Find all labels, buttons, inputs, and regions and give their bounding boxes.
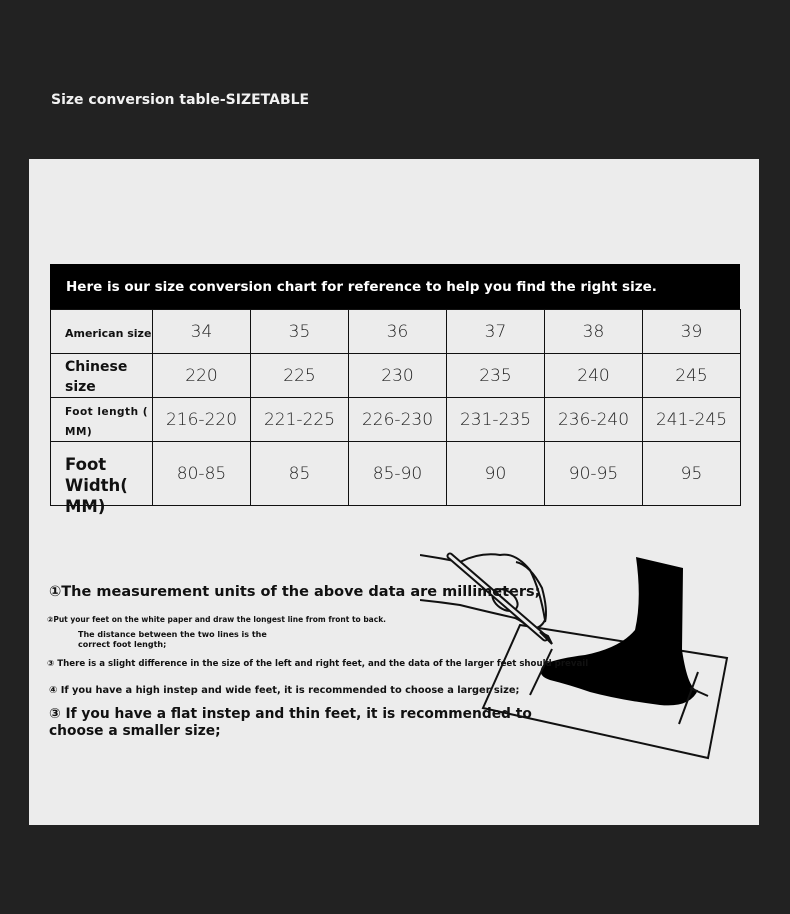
table-cell: 39 [643, 310, 741, 354]
table-cell: 90-95 [545, 442, 643, 506]
note-measurement-units: ①The measurement units of the above data are millimeters; [49, 584, 541, 600]
table-cell: 34 [153, 310, 251, 354]
table-row-american-size [51, 310, 741, 354]
note-foot-length-distance: The distance between the two lines is the correct foot length; [78, 630, 267, 649]
table-cell: 225 [251, 354, 349, 398]
note-flat-instep: ③ If you have a flat instep and thin feet, it is recommended to choose a smaller size; [49, 706, 532, 739]
row-label: Chinese size [51, 354, 153, 398]
row-label: American size [51, 310, 153, 354]
table-cell: 240 [545, 354, 643, 398]
table-cell: 216-220 [153, 398, 251, 442]
table-cell: 226-230 [349, 398, 447, 442]
note-high-instep: ④ If you have a high instep and wide feet, it is recommended to choose a larger size; [49, 685, 520, 696]
row-label: Foot Width( MM) [51, 442, 153, 506]
table-cell: 80-85 [153, 442, 251, 506]
table-row-foot-length [51, 398, 741, 442]
table-row-foot-width [51, 442, 741, 506]
table-banner: Here is our size conversion chart for reference to help you find the right size. [50, 264, 740, 309]
table-cell: 90 [447, 442, 545, 506]
table-cell: 36 [349, 310, 447, 354]
table-cell: 38 [545, 310, 643, 354]
table-cell: 220 [153, 354, 251, 398]
table-cell: 231-235 [447, 398, 545, 442]
note-left-right-difference: ③ There is a slight difference in the size of the left and right feet, and the data of the larger feet should prevail [47, 659, 589, 669]
table-cell: 95 [643, 442, 741, 506]
size-table [50, 309, 741, 516]
table-cell: 236-240 [545, 398, 643, 442]
table-row-chinese-size [51, 354, 741, 398]
table-cell: 235 [447, 354, 545, 398]
table-cell: 35 [251, 310, 349, 354]
table-cell: 85-90 [349, 442, 447, 506]
page-title: Size conversion table-SIZETABLE [51, 92, 310, 108]
table-cell: 37 [447, 310, 545, 354]
size-chart-panel [29, 159, 759, 825]
table-cell: 245 [643, 354, 741, 398]
note-draw-line: ②Put your feet on the white paper and draw the longest line from front to back. [47, 615, 387, 624]
table-cell: 221-225 [251, 398, 349, 442]
table-cell: 230 [349, 354, 447, 398]
row-label: Foot length ( MM) [51, 398, 153, 442]
table-cell: 241-245 [643, 398, 741, 442]
table-cell: 85 [251, 442, 349, 506]
size-table-container [50, 264, 740, 516]
